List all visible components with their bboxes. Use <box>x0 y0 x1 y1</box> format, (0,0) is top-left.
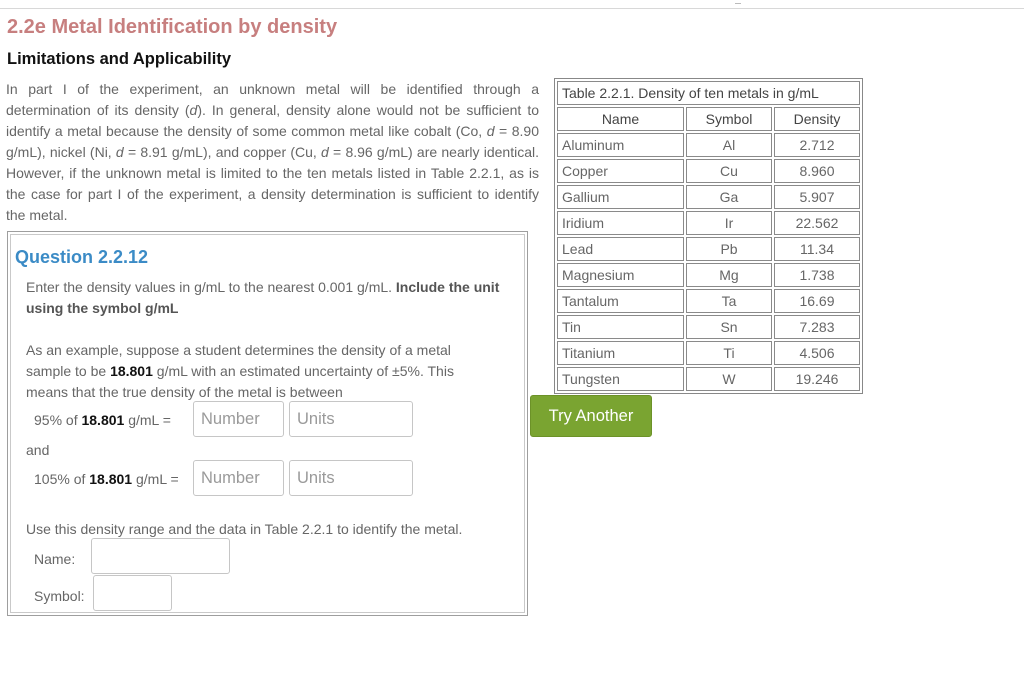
question-example <box>26 340 496 403</box>
table-row <box>557 185 860 209</box>
intro-text-1: In part I of the experiment, an unknown metal will be identified through a determination of its density ( <box>6 81 539 118</box>
metal-symbol-cell: Cu <box>686 159 772 183</box>
table-header-row <box>557 107 860 131</box>
metal-symbol-cell: Sn <box>686 315 772 339</box>
metal-name-cell: Copper <box>557 159 684 183</box>
subsection-title: Limitations and Applicability <box>7 50 231 68</box>
upper-bound-label <box>34 471 179 487</box>
metal-name-input[interactable] <box>91 538 230 574</box>
metal-symbol-cell: Ir <box>686 211 772 235</box>
metal-symbol-cell: Ga <box>686 185 772 209</box>
metal-symbol-input[interactable] <box>93 575 172 611</box>
metal-name-cell: Magnesium <box>557 263 684 287</box>
question-instruction <box>26 277 511 319</box>
lower-bound-prefix: 95% of <box>34 412 82 428</box>
table-row <box>557 133 860 157</box>
question-box <box>7 231 528 616</box>
intro-d-2: d <box>486 123 495 139</box>
upper-bound-suffix: g/mL = <box>132 471 179 487</box>
intro-d-3: d <box>115 144 124 160</box>
lower-bound-suffix: g/mL = <box>124 412 171 428</box>
intro-text-2: ). In general, density alone would not be sufficient to identify a metal because the density of some common metal like cobalt (Co, <box>6 102 539 139</box>
metal-name-label: Name: <box>34 551 76 567</box>
metal-density-cell: 22.562 <box>774 211 860 235</box>
instruction-text: Enter the density values in g/mL to the nearest 0.001 g/mL. <box>26 279 396 295</box>
intro-text-3: = 8.90 g/mL), nickel (Ni, <box>6 123 540 160</box>
metal-density-cell: 1.738 <box>774 263 860 287</box>
lower-bound-label <box>34 412 171 428</box>
metal-name-cell: Iridium <box>557 211 684 235</box>
metal-name-cell: Tungsten <box>557 367 684 391</box>
upper-bound-number-input[interactable] <box>193 460 284 496</box>
example-text-2: g/mL with an estimated uncertainty of ±5%. This means that the true density of the metal is between <box>26 363 454 400</box>
upper-bound-units-input[interactable] <box>289 460 413 496</box>
metal-name-cell: Titanium <box>557 341 684 365</box>
intro-paragraph <box>6 79 539 226</box>
instruction-bold-text: Include the unit using the symbol g/mL <box>26 279 500 316</box>
table-row <box>557 315 860 339</box>
metal-density-cell: 4.506 <box>774 341 860 365</box>
metal-density-cell: 11.34 <box>774 237 860 261</box>
metal-density-cell: 5.907 <box>774 185 860 209</box>
upper-bound-value: 18.801 <box>89 471 133 487</box>
lower-bound-value: 18.801 <box>81 412 125 428</box>
metal-name-cell: Tantalum <box>557 289 684 313</box>
table-row <box>557 159 860 183</box>
table-row <box>557 211 860 235</box>
intro-text-4: = 8.91 g/mL), and copper (Cu, <box>123 144 322 160</box>
metal-density-cell: 19.246 <box>774 367 860 391</box>
metal-name-cell: Aluminum <box>557 133 684 157</box>
column-header-density: Density <box>774 107 860 131</box>
metal-name-cell: Lead <box>557 237 684 261</box>
metal-name-cell: Gallium <box>557 185 684 209</box>
intro-text-5: = 8.96 g/mL) are nearly identical. However, if the unknown metal is limited to the ten metals listed in Table 2.2.1, as is the case for part I of the experiment, a density determination is sufficient to identify the metal. <box>6 144 539 223</box>
try-another-button[interactable]: Try Another <box>530 395 652 437</box>
question-box-inner <box>10 234 525 613</box>
table-caption: Table 2.2.1. Density of ten metals in g/mL <box>557 81 860 105</box>
lower-bound-units-input[interactable] <box>289 401 413 437</box>
metal-symbol-cell: W <box>686 367 772 391</box>
intro-d-1: d <box>189 102 198 118</box>
identify-instruction: Use this density range and the data in Table 2.2.1 to identify the metal. <box>26 521 463 537</box>
table-row <box>557 237 860 261</box>
table-row <box>557 341 860 365</box>
metal-density-cell: 8.960 <box>774 159 860 183</box>
intro-d-4: d <box>321 144 329 160</box>
metal-symbol-cell: Ti <box>686 341 772 365</box>
metal-symbol-label: Symbol: <box>34 588 85 604</box>
top-scroll-marker <box>735 0 741 4</box>
question-title: Question 2.2.12 <box>15 247 149 267</box>
example-text-1: As an example, suppose a student determines the density of a metal sample to be <box>26 342 451 379</box>
metal-density-cell: 16.69 <box>774 289 860 313</box>
section-title: 2.2e Metal Identification by density <box>7 16 338 38</box>
column-header-name: Name <box>557 107 684 131</box>
metal-symbol-cell: Mg <box>686 263 772 287</box>
example-value: 18.801 <box>110 363 153 379</box>
column-header-symbol: Symbol <box>686 107 772 131</box>
metal-symbol-cell: Ta <box>686 289 772 313</box>
table-row <box>557 367 860 391</box>
metal-density-cell: 7.283 <box>774 315 860 339</box>
table-row <box>557 263 860 287</box>
density-table <box>554 78 863 394</box>
lower-bound-number-input[interactable] <box>193 401 284 437</box>
metal-symbol-cell: Pb <box>686 237 772 261</box>
metal-symbol-cell: Al <box>686 133 772 157</box>
table-row <box>557 289 860 313</box>
metal-density-cell: 2.712 <box>774 133 860 157</box>
top-divider <box>0 8 1024 9</box>
and-label: and <box>26 442 50 458</box>
metal-name-cell: Tin <box>557 315 684 339</box>
upper-bound-prefix: 105% of <box>34 471 90 487</box>
table-caption-row <box>557 81 860 105</box>
